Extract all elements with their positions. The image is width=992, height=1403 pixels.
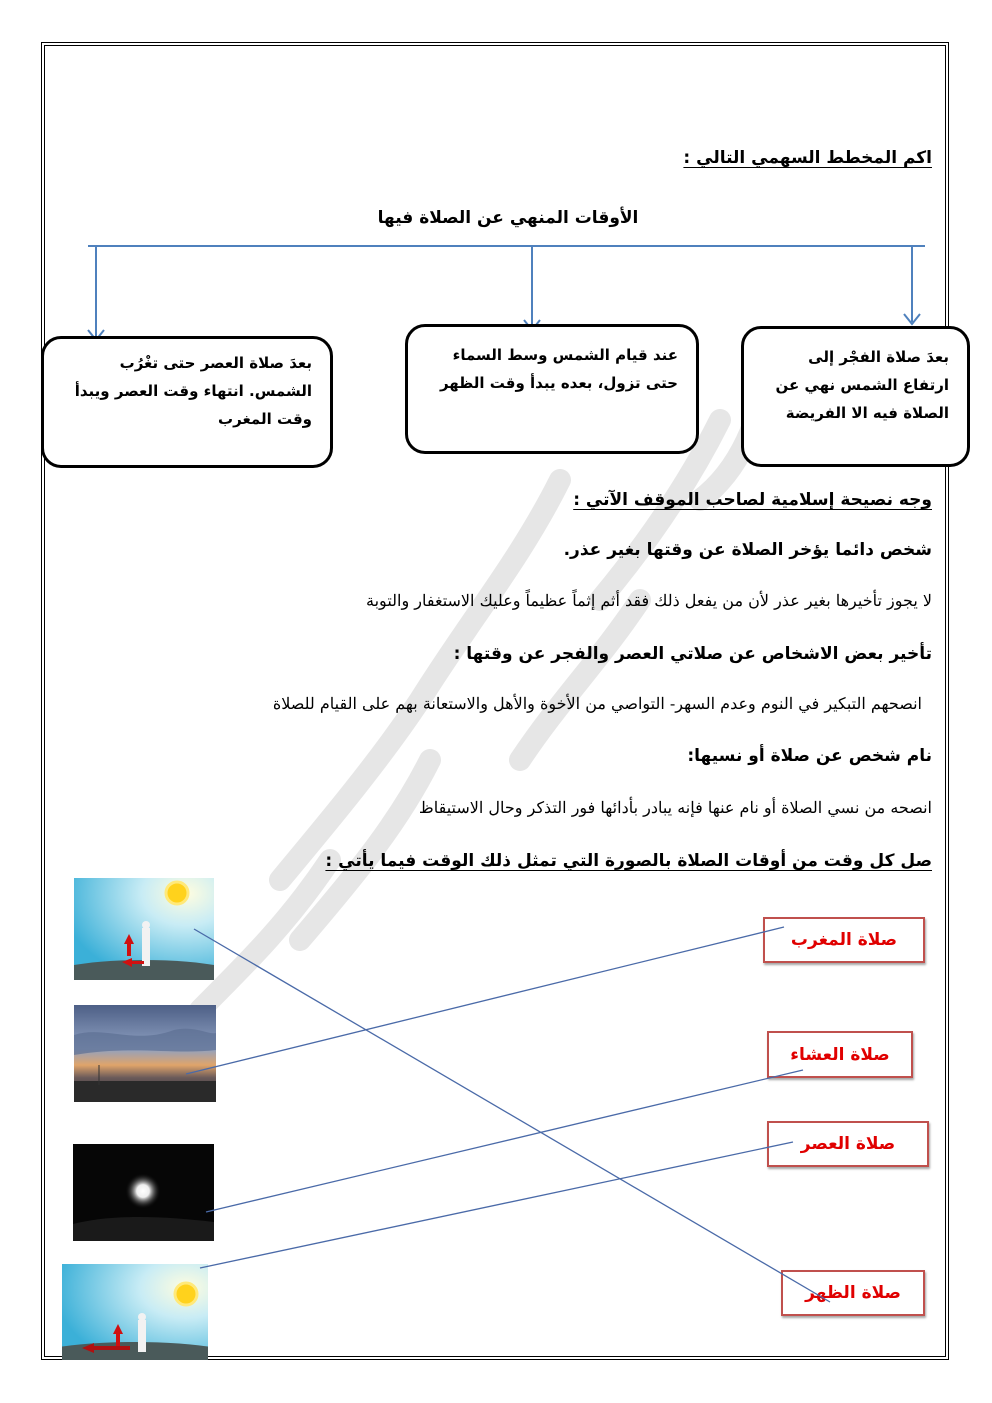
sun-high-picture <box>74 878 214 980</box>
box-line: ارتفاع الشمس نهي عن <box>775 376 949 394</box>
diagram-box-fajr <box>741 326 970 467</box>
sun-high-image[interactable] <box>74 878 214 980</box>
diagram-instruction: اكم المخطط السهمي التالي : <box>683 148 932 168</box>
situation-3: نام شخص عن صلاة أو نسيها: <box>687 746 932 766</box>
box-line: بعدَ صلاة العصر حتى تغْرُب <box>119 354 312 372</box>
night-moon-image[interactable] <box>73 1144 214 1241</box>
sunset-image[interactable] <box>74 1005 216 1102</box>
diagram-box-noon <box>405 324 699 454</box>
answer-1: لا يجوز تأخيرها بغير عذر لأن من يفعل ذلك فقد أثم إثماً عظيماً وعليك الاستغفار والتوبة <box>366 591 932 610</box>
sun-afternoon-picture <box>62 1264 208 1360</box>
night-picture <box>73 1144 214 1241</box>
box-line: حتى تزول، بعده يبدأ وقت الظهر <box>439 374 678 392</box>
diagram-box-asr <box>41 336 333 468</box>
label-text: صلاة المغرب <box>790 930 898 950</box>
situation-1: شخص دائما يؤخر الصلاة عن وقتها بغير عذر. <box>563 540 932 560</box>
advice-heading: وجه نصيحة إسلامية لصاحب الموقف الآتي : <box>573 490 932 510</box>
box-line: وقت المغرب <box>218 410 312 428</box>
label-text: صلاة العصر <box>800 1134 896 1154</box>
box-line: عند قيام الشمس وسط السماء <box>452 346 678 364</box>
label-asr[interactable] <box>767 1121 929 1167</box>
answer-3: انصحه من نسي الصلاة أو نام عنها فإنه يبادر بأدائها فور التذكر وحال الاستيقاظ <box>418 798 932 817</box>
label-text: صلاة الظهر <box>805 1283 901 1303</box>
sun-afternoon-image[interactable] <box>62 1264 208 1360</box>
label-isha[interactable] <box>767 1031 913 1078</box>
situation-2: تأخير بعض الاشخاص عن صلاتي العصر والفجر عن وقتها : <box>453 644 932 664</box>
label-maghrib[interactable] <box>763 917 925 963</box>
sunset-picture <box>74 1005 216 1102</box>
matching-heading: صل كل وقت من أوقات الصلاة بالصورة التي تمثل ذلك الوقت فيما يأتي : <box>325 851 932 871</box>
answer-2: انصحهم التبكير في النوم وعدم السهر- التواصي من الأخوة والأهل والاستعانة بهم على القيام للصلاة <box>272 694 922 713</box>
box-line: الشمس. انتهاء وقت العصر ويبدأ <box>74 382 312 400</box>
label-text: صلاة العشاء <box>790 1044 890 1065</box>
label-dhuhr[interactable] <box>781 1270 925 1316</box>
box-line: الصلاة فيه الا الفريضة <box>785 404 949 422</box>
box-line: بعدَ صلاة الفجْر إلى <box>808 348 949 366</box>
diagram-title: الأوقات المنهي عن الصلاة فيها <box>377 208 639 228</box>
